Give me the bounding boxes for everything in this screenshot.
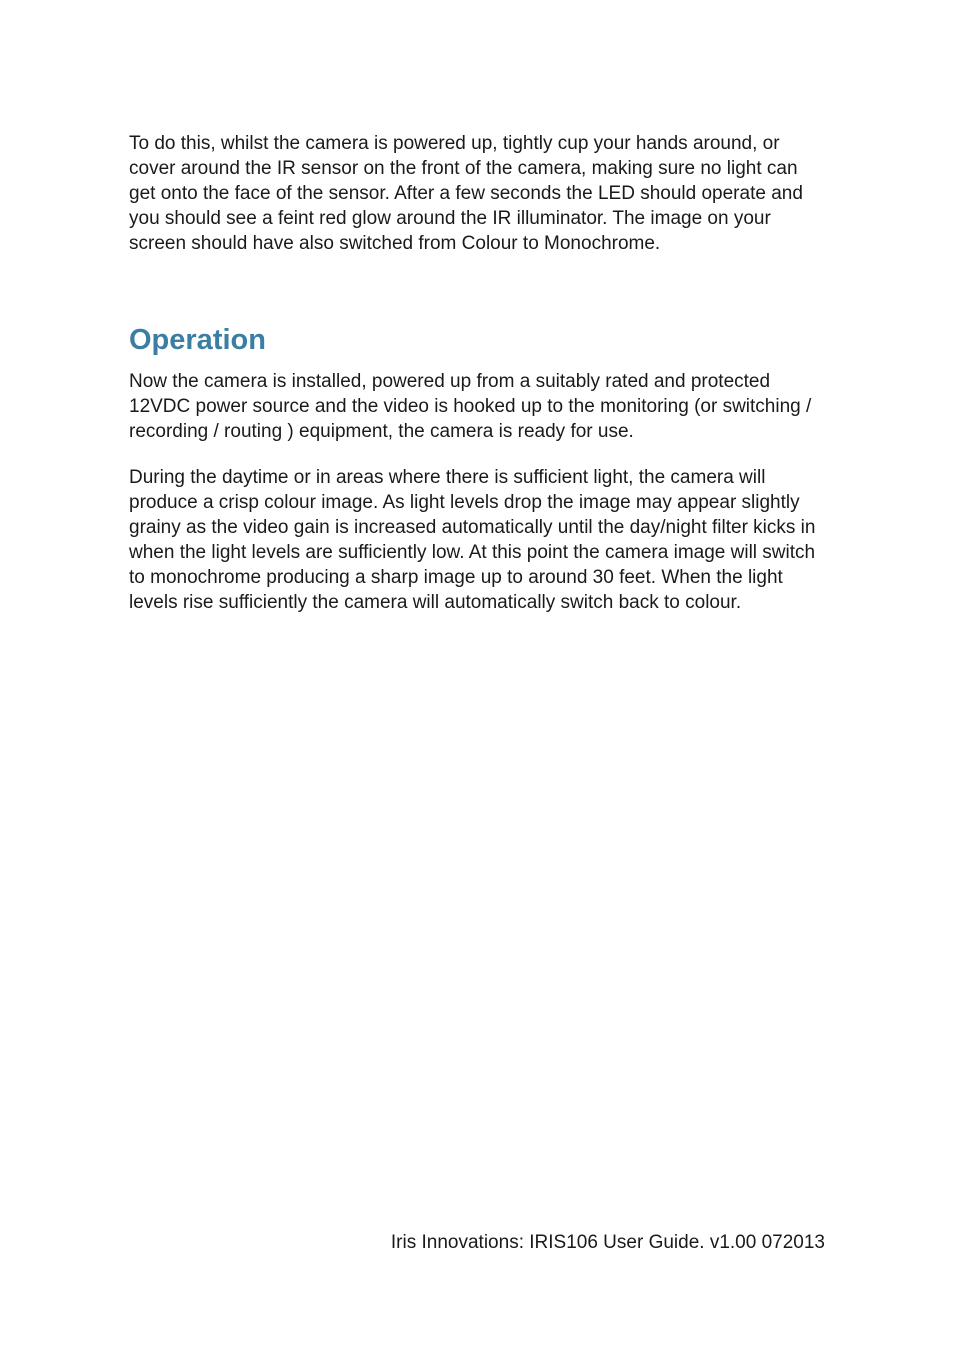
operation-paragraph: During the daytime or in areas where there is sufficient light, the camera will produce a crisp colour image. As light levels drop the image may appear slightly grainy as the video gain is increased automatically until the day/night filter kicks in when the light levels are sufficiently low. At this point the camera image will switch to monochrome producing a sharp image up to around 30 feet. When the light levels rise sufficiently the camera will automatically switch back to colour. (129, 467, 816, 613)
page-footer: Iris Innovations: IRIS106 User Guide. v1.00 072013 (390, 1232, 825, 1253)
operation-paragraph: Now the camera is installed, powered up from a suitably rated and protected 12VDC power source and the video is hooked up to the monitoring (or switching / recording / routing ) equipment, the camera is ready for use. (129, 371, 812, 442)
intro-paragraph: To do this, whilst the camera is powered up, tightly cup your hands around, or cover around the IR sensor on the front of the camera, making sure no light can get onto the face of the sensor. After a few seconds the LED should operate and you should see a feint red glow around the IR illuminator. The image on your screen should have also switched from Colour to Monochrome. (129, 133, 803, 254)
section-heading-operation: Operation (129, 324, 266, 356)
